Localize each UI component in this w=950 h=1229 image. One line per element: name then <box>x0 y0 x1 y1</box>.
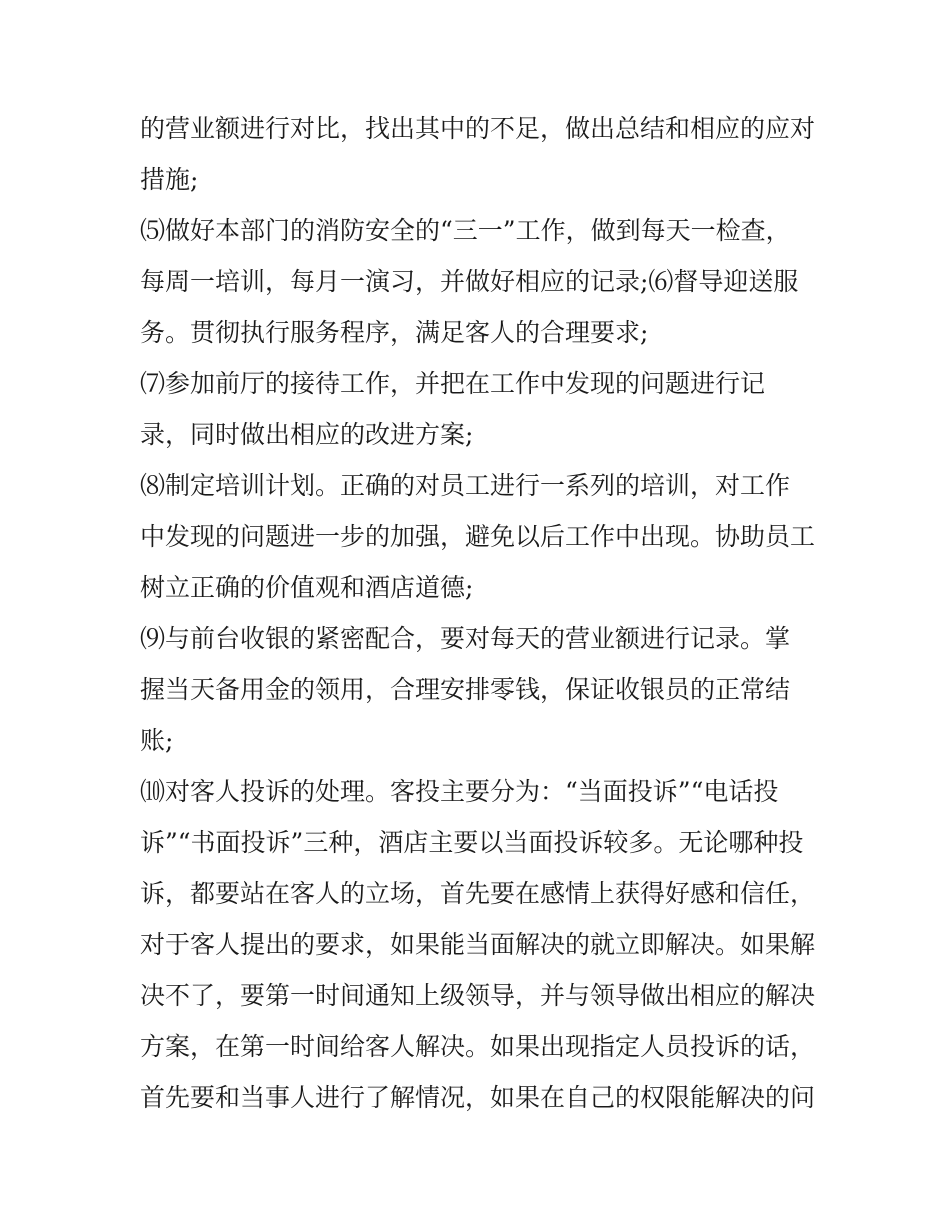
text-line: 树立正确的价值观和酒店道德; <box>140 573 474 602</box>
text-line: 诉”“书面投诉”三种，酒店主要以当面投诉较多。无论哪种投 <box>140 828 804 857</box>
text-line: ⑻制定培训计划。正确的对员工进行一系列的培训，对工作 <box>140 471 791 500</box>
text-line: 诉，都要站在客人的立场，首先要在感情上获得好感和信任， <box>140 879 816 908</box>
text-line: 首先要和当事人进行了解情况，如果在自己的权限能解决的问 <box>140 1083 816 1112</box>
text-line: 对于客人提出的要求，如果能当面解决的就立即解决。如果解 <box>140 930 816 959</box>
text-line: 的营业额进行对比，找出其中的不足，做出总结和相应的应对 <box>140 114 816 143</box>
text-line: 措施; <box>140 165 199 194</box>
text-line: ⑸做好本部门的消防安全的“三一”工作，做到每天一检查， <box>140 216 791 245</box>
text-line: 务。贯彻执行服务程序，满足客人的合理要求; <box>140 318 649 347</box>
text-line: ⑼与前台收银的紧密配合，要对每天的营业额进行记录。掌 <box>140 624 791 653</box>
text-line: 每周一培训，每月一演习，并做好相应的记录;⑹督导迎送服 <box>140 267 799 296</box>
text-line: 中发现的问题进一步的加强，避免以后工作中出现。协助员工 <box>140 522 816 551</box>
text-line: 决不了，要第一时间通知上级领导，并与领导做出相应的解决 <box>140 981 816 1010</box>
text-line: 账; <box>140 726 174 755</box>
text-line: 握当天备用金的领用，合理安排零钱，保证收银员的正常结 <box>140 675 791 704</box>
document-body <box>140 103 820 1123</box>
text-line: 方案，在第一时间给客人解决。如果出现指定人员投诉的话， <box>140 1032 816 1061</box>
text-line: ⑺参加前厅的接待工作，并把在工作中发现的问题进行记 <box>140 369 766 398</box>
text-line: 录，同时做出相应的改进方案; <box>140 420 474 449</box>
text-line: ⑽对客人投诉的处理。客投主要分为：“当面投诉”“电话投 <box>140 777 779 806</box>
